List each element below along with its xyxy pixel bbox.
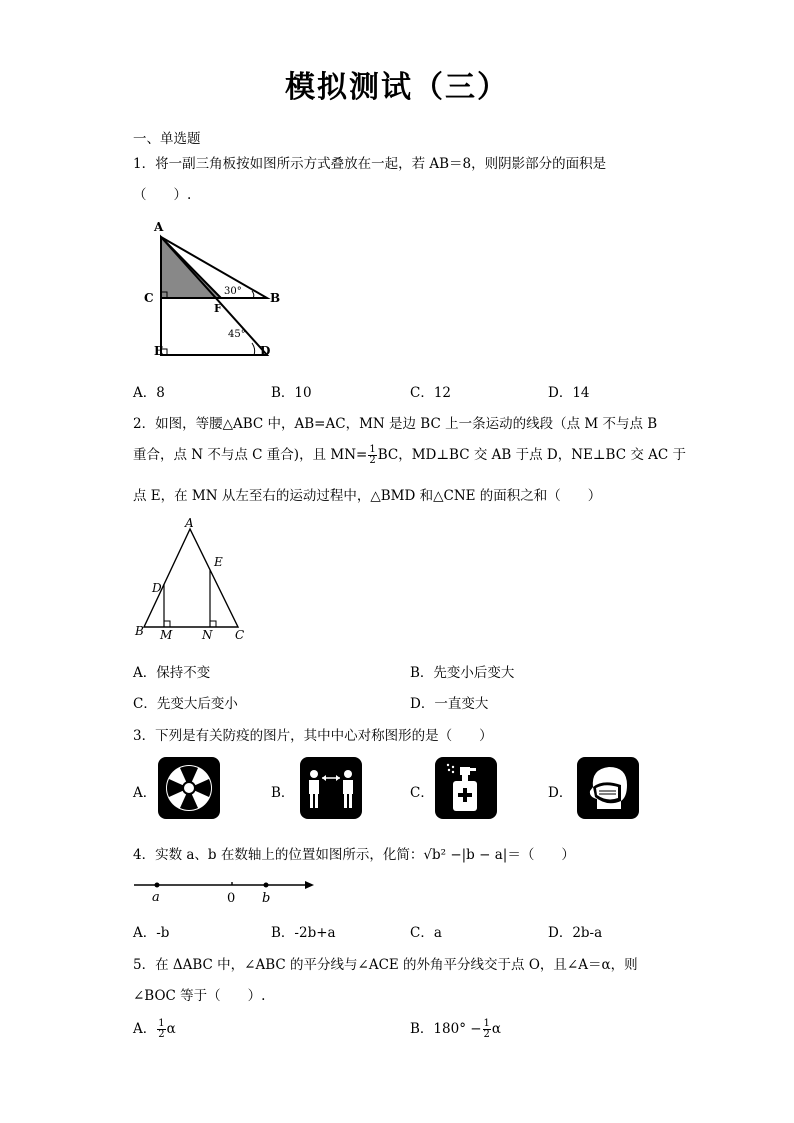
label-D: D [152,581,162,595]
label-C: C [144,291,154,305]
q2-option-d[interactable]: D．一直变大 [410,696,489,712]
q1-option-d[interactable]: D．14 [548,385,590,401]
q2-option-b[interactable]: B．先变小后变大 [410,665,515,681]
q3-stem: 3．下列是有关防疫的图片，其中中心对称图形的是（ ） [133,728,493,744]
label-E: E [154,344,164,358]
label-b: b [262,891,271,906]
label-N: N [202,628,213,642]
label-M: M [160,628,173,642]
q1-stem: 1．将一副三角板按如图所示方式叠放在一起，若 AB＝8，则阴影部分的面积是 [133,156,607,172]
q1-option-c[interactable]: C．12 [410,385,452,401]
label-30deg: 30° [224,286,242,297]
label-A: A [185,516,194,530]
q3-option-d-label[interactable]: D． [548,785,573,801]
q4-stem: 4．实数 a、b 在数轴上的位置如图所示，化简：√b² −|b − a|＝（ ） [133,847,575,863]
label-D: D [260,344,271,358]
q1-option-b[interactable]: B．10 [271,385,312,401]
q2-triangle-figure [130,515,255,645]
q5-option-b[interactable]: B．180° − $\frac{1}{2}$ α [410,1018,502,1040]
number-line-figure [130,873,320,907]
q4-option-b[interactable]: B．-2b+a [271,925,336,941]
q2-option-c[interactable]: C．先变大后变小 [133,696,238,712]
label-F: F [214,302,222,315]
q2-stem-end: 点 E，在 MN 从左至右的运动过程中，△BMD 和△CNE 的面积之和（ ） [133,488,602,504]
label-45deg: 45° [228,329,246,340]
fraction-half: $\frac{1}{2}$ [158,1018,165,1040]
label-E: E [214,555,223,569]
sanitizer-spray-icon[interactable] [435,757,497,819]
label-a: a [152,890,160,905]
q2-option-a[interactable]: A．保持不变 [133,665,211,681]
q5-stem: 5．在 ΔABC 中，∠ABC 的平分线与∠ACE 的外角平分线交于点 O，且∠A＝α，则 [133,957,638,973]
q4-option-c[interactable]: C．a [410,925,442,941]
q1-stem-cont: （ ）. [133,187,192,203]
section-heading: 一、单选题 [133,131,201,147]
q5-stem-cont: ∠BOC 等于（ ）. [133,988,266,1004]
label-A: A [154,220,164,234]
q1-option-a[interactable]: A．8 [133,385,165,401]
page-title: 模拟测试（三） [285,70,509,105]
q2-stem-cont: 重合，点 N 不与点 C 重合)，且 MN= $\frac{1}{2}$ BC，MD⊥BC 交 AB 于点 D，NE⊥BC 交 AC 于 [133,444,687,466]
q2-stem: 2．如图，等腰△ABC 中，AB=AC，MN 是边 BC 上一条运动的线段（点 M 不与点 B [133,416,658,432]
q3-option-b-label[interactable]: B． [271,785,295,801]
q3-option-c-label[interactable]: C． [410,785,434,801]
social-distance-icon[interactable] [300,757,362,819]
q3-option-a-label[interactable]: A． [133,785,157,801]
fraction-half: $\frac{1}{2}$ [483,1018,490,1040]
q4-option-d[interactable]: D．2b-a [548,925,603,941]
label-B: B [135,624,144,638]
q1-triangle-figure [140,215,290,365]
fan-icon[interactable] [158,757,220,819]
q5-option-a[interactable]: A． $\frac{1}{2}$ α [133,1018,176,1040]
fraction-half: $\frac{1}{2}$ [369,444,376,466]
q4-expression: √b² −|b − a|＝（ ） [423,847,575,863]
label-B: B [270,291,281,305]
q4-option-a[interactable]: A．-b [133,925,170,941]
label-zero: 0 [227,891,236,906]
label-C: C [235,628,245,642]
mask-face-icon[interactable] [577,757,639,819]
arrow-right-icon [305,881,314,889]
